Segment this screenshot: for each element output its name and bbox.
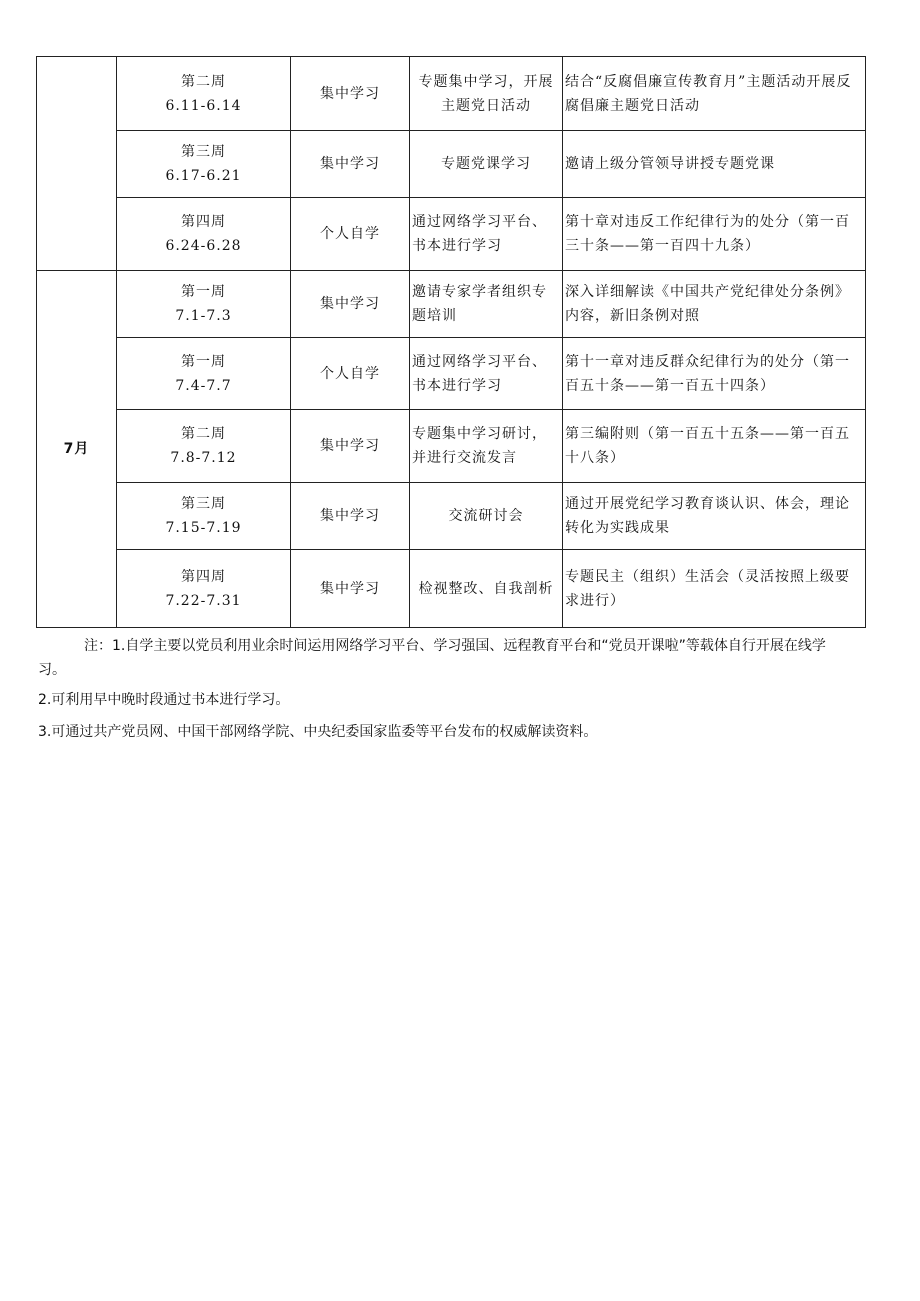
study-mode-cell: 集中学习 [291, 57, 410, 131]
table-row [37, 410, 866, 483]
note-2: 2.可利用早中晚时段通过书本进行学习。 [38, 692, 290, 708]
week-dates: 6.11-6.14 [165, 97, 242, 114]
study-content-cell: 深入详细解读《中国共产党纪律处分条例》内容，新旧条例对照 [563, 271, 866, 338]
study-content-cell: 第三编附则（第一百五十五条——第一百五十八条） [563, 410, 866, 483]
week-label: 第二周 [181, 73, 226, 90]
study-content-cell: 邀请上级分管领导讲授专题党课 [563, 131, 866, 198]
study-form-cell: 专题党课学习 [410, 131, 563, 198]
week-dates: 7.15-7.19 [165, 520, 242, 536]
week-label: 第二周 [181, 426, 226, 442]
notes-section [38, 634, 838, 752]
study-form-cell: 通过网络学习平台、书本进行学习 [410, 338, 563, 410]
table-row [37, 57, 866, 131]
study-mode-cell: 集中学习 [291, 271, 410, 338]
study-form-cell: 邀请专家学者组织专题培训 [410, 271, 563, 338]
week-cell [117, 410, 291, 483]
study-content-cell: 第十一章对违反群众纪律行为的处分（第一百五十条——第一百五十四条） [563, 338, 866, 410]
week-dates: 7.22-7.31 [165, 592, 242, 609]
month-cell-june [37, 57, 117, 271]
study-mode-cell: 集中学习 [291, 410, 410, 483]
table-row [37, 131, 866, 198]
week-cell [117, 198, 291, 271]
week-cell [117, 131, 291, 198]
study-mode-cell: 集中学习 [291, 483, 410, 550]
study-schedule-table [36, 56, 866, 628]
study-form-cell: 通过网络学习平台、书本进行学习 [410, 198, 563, 271]
week-label: 第一周 [181, 284, 226, 300]
study-form-cell: 专题集中学习研讨，并进行交流发言 [410, 410, 563, 483]
study-form-cell: 交流研讨会 [410, 483, 563, 550]
study-content-cell: 结合“反腐倡廉宣传教育月”主题活动开展反腐倡廉主题党日活动 [563, 57, 866, 131]
week-dates: 7.8-7.12 [170, 450, 237, 466]
week-label: 第三周 [181, 496, 226, 512]
week-dates: 7.1-7.3 [175, 308, 232, 324]
table-row [37, 271, 866, 338]
note-1: 注：1.自学主要以党员利用业余时间运用网络学习平台、学习强国、远程教育平台和“党员开课啦”等载体自行开展在线学习。 [38, 638, 826, 678]
week-dates: 7.4-7.7 [175, 377, 232, 394]
week-label: 第四周 [181, 214, 226, 230]
study-content-cell: 第十章对违反工作纪律行为的处分（第一百三十条——第一百四十九条） [563, 198, 866, 271]
week-dates: 6.24-6.28 [165, 238, 242, 254]
study-form-cell: 检视整改、自我剖析 [410, 550, 563, 628]
week-cell [117, 57, 291, 131]
month-cell-july: 7月 [37, 271, 117, 628]
week-label: 第三周 [181, 144, 226, 160]
week-cell [117, 483, 291, 550]
week-dates: 6.17-6.21 [165, 168, 242, 184]
week-cell [117, 550, 291, 628]
note-3: 3.可通过共产党员网、中国干部网络学院、中央纪委国家监委等平台发布的权威解读资料。 [38, 724, 598, 740]
study-content-cell: 专题民主（组织）生活会（灵活按照上级要求进行） [563, 550, 866, 628]
table-row [37, 198, 866, 271]
table-row [37, 550, 866, 628]
week-cell [117, 338, 291, 410]
study-mode-cell: 集中学习 [291, 550, 410, 628]
study-mode-cell: 个人自学 [291, 198, 410, 271]
table-row [37, 338, 866, 410]
week-label: 第一周 [181, 353, 226, 370]
week-label: 第四周 [181, 568, 226, 585]
table-row [37, 483, 866, 550]
week-cell [117, 271, 291, 338]
study-mode-cell: 个人自学 [291, 338, 410, 410]
study-form-cell: 专题集中学习，开展主题党日活动 [410, 57, 563, 131]
study-content-cell: 通过开展党纪学习教育谈认识、体会，理论转化为实践成果 [563, 483, 866, 550]
study-mode-cell: 集中学习 [291, 131, 410, 198]
